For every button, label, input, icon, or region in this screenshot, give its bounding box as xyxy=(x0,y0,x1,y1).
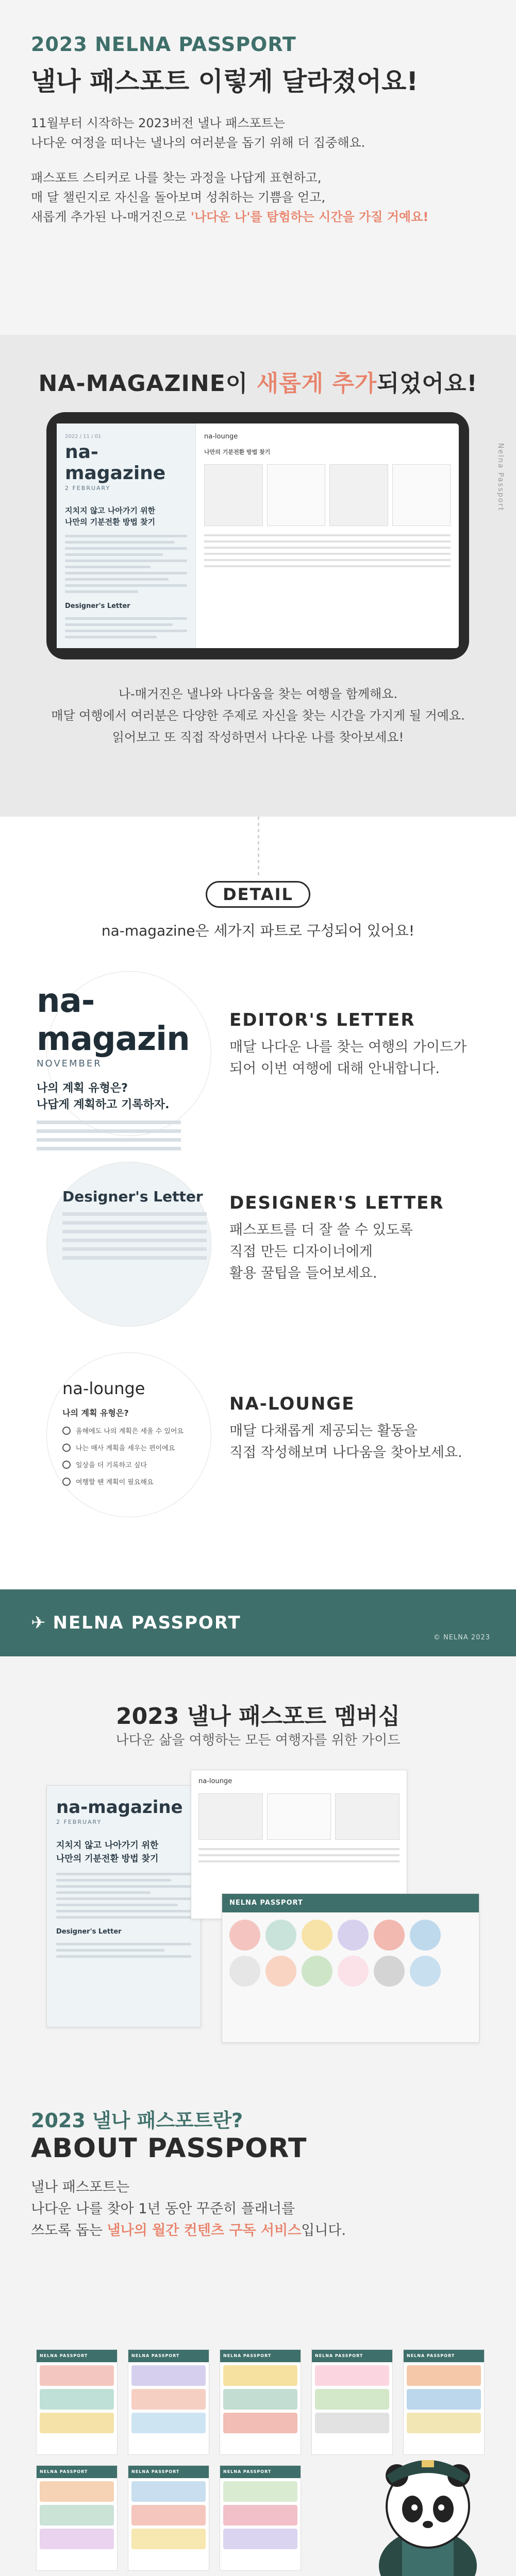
designer-letter-heading: Designer's Letter xyxy=(65,602,130,610)
desc-line: 매달 여행에서 여러분은 다양한 주제로 자신을 찾는 시간을 가지게 될 거예요. xyxy=(51,708,465,723)
sticker-icon xyxy=(338,1956,369,1987)
shot-block xyxy=(223,2389,297,2410)
shot-block xyxy=(40,2413,114,2433)
shot-header: NELNA PASSPORT xyxy=(220,2466,301,2478)
designer-letter-title: DESIGNER'S LETTER xyxy=(229,1193,444,1213)
shot-block xyxy=(315,2389,389,2410)
tablet-screen xyxy=(57,423,459,648)
sticker-icon xyxy=(229,1956,260,1987)
card-lounge-logo: na-lounge xyxy=(198,1777,232,1785)
about-line xyxy=(31,2220,346,2242)
desc-line: 매달 나다운 나를 찾는 여행의 가이드가 xyxy=(229,1039,467,1055)
lounge-logo: na-lounge xyxy=(204,433,238,440)
passport-screenshot xyxy=(220,2349,301,2455)
intro-paragraph-1 xyxy=(31,113,485,152)
shot-header: NELNA PASSPORT xyxy=(37,2350,117,2362)
lounge-subtitle: 나만의 기분전환 방법 찾기 xyxy=(204,449,271,455)
card-designer-lines xyxy=(56,1943,191,1958)
editor-circle-headline xyxy=(37,1080,202,1113)
passport-screenshot xyxy=(36,2465,118,2571)
shot-block xyxy=(407,2413,481,2433)
shot-block xyxy=(131,2365,206,2386)
editor-letter-circle xyxy=(37,971,211,1136)
sticker-icon xyxy=(229,1920,260,1951)
designer-letter-desc xyxy=(229,1219,487,1284)
shot-block xyxy=(40,2389,114,2410)
sticker-icon xyxy=(410,1920,441,1951)
detail-subtitle: na-magazine은 세가지 파트로 구성되어 있어요! xyxy=(101,922,415,939)
shot-block xyxy=(223,2413,297,2433)
desc-line: 나-매거진은 낼나와 나다움을 찾는 여행을 함께해요. xyxy=(118,687,398,701)
lounge-check-item xyxy=(62,1477,227,1486)
intro-line-pre: 새롭게 추가된 나-매거진으로 xyxy=(31,210,191,224)
side-vertical-text: Nelna Passport xyxy=(496,443,505,512)
intro-line: 11월부터 시작하는 2023버전 낼나 패스포트는 xyxy=(31,116,286,130)
intro-line xyxy=(31,207,485,227)
magazine-month: 2 FEBRUARY xyxy=(65,485,111,492)
magazine-date: 2022 / 11 / 01 xyxy=(65,434,102,439)
passport-brand: NELNA PASSPORT xyxy=(53,1613,241,1633)
passport-collage xyxy=(46,1770,479,2048)
passport-subtitle: 나다운 삶을 여행하는 모든 여행자를 위한 가이드 xyxy=(115,1733,401,1748)
sticker-card-bar: NELNA PASSPORT xyxy=(222,1894,479,1912)
shot-block xyxy=(131,2505,206,2526)
shot-block xyxy=(223,2481,297,2502)
about-line: 낼나 패스포트는 xyxy=(31,2179,130,2195)
radio-circle-icon xyxy=(62,1478,71,1486)
passport-screenshot xyxy=(220,2465,301,2571)
shot-header: NELNA PASSPORT xyxy=(128,2466,209,2478)
lounge-check-item xyxy=(62,1460,227,1469)
check-label: 일상을 더 기록하고 싶다 xyxy=(76,1462,147,1469)
headline-line: 지치지 않고 나아가기 위한 xyxy=(65,506,156,515)
desc-line: 매달 다채롭게 제공되는 활동을 xyxy=(229,1423,418,1439)
lounge-circle-logo: na-lounge xyxy=(62,1379,145,1398)
shot-header: NELNA PASSPORT xyxy=(312,2350,392,2362)
intro-kicker: 2023 NELNA PASSPORT xyxy=(31,33,296,56)
card-lounge-lines xyxy=(198,1848,400,1862)
shot-block xyxy=(407,2365,481,2386)
designer-circle-content xyxy=(62,1188,227,1265)
passport-section xyxy=(0,1589,516,2576)
shot-block xyxy=(131,2481,206,2502)
desc-line: 직접 만든 디자이너에게 xyxy=(229,1244,373,1260)
about-title: ABOUT PASSPORT xyxy=(31,2133,307,2164)
shot-block xyxy=(40,2481,114,2502)
about-paragraph xyxy=(31,2177,346,2242)
lounge-title: NA-LOUNGE xyxy=(229,1394,355,1414)
magazine-title-pre: NA-MAGAZINE이 xyxy=(38,370,257,397)
desc-line: 패스포트를 더 잘 쓸 수 있도록 xyxy=(229,1222,413,1238)
desc-line: 직접 작성해보며 나다움을 찾아보세요. xyxy=(229,1445,462,1461)
shot-header: NELNA PASSPORT xyxy=(37,2466,117,2478)
passport-title: 2023 낼나 패스포트 멤버십 xyxy=(116,1703,400,1730)
airplane-icon: ✈ xyxy=(31,1613,46,1633)
passport-tag: © NELNA 2023 xyxy=(433,1634,490,1641)
dotted-divider xyxy=(258,817,259,878)
lounge-desc xyxy=(229,1420,487,1464)
editor-letter-desc xyxy=(229,1037,487,1080)
editor-circle-content xyxy=(37,982,202,1156)
card-designer-heading: Designer's Letter xyxy=(56,1928,122,1936)
about-kicker: 2023 낼나 패스포트란? xyxy=(31,2109,243,2132)
shot-block xyxy=(40,2505,114,2526)
sticker-icon xyxy=(302,1956,332,1987)
passport-screenshot xyxy=(128,2349,209,2455)
intro-line: 매 달 챌린지로 자신을 돌아보며 성취하는 기쁨을 얻고, xyxy=(31,190,326,205)
magazine-headline xyxy=(65,505,187,528)
designer-circle-heading: Designer's Letter xyxy=(62,1188,203,1205)
editor-circle-lines xyxy=(37,1121,202,1150)
shot-block xyxy=(131,2389,206,2410)
lounge-grid xyxy=(204,464,451,526)
check-label: 여행할 땐 계획이 필요해요 xyxy=(76,1479,154,1486)
magazine-page xyxy=(57,423,196,648)
sticker-icon xyxy=(410,1956,441,1987)
passport-screenshot xyxy=(128,2465,209,2571)
shot-block xyxy=(40,2529,114,2549)
headline-line: 나만의 기분전환 방법 찾기 xyxy=(65,517,156,527)
shot-block xyxy=(131,2413,206,2433)
shot-block xyxy=(223,2529,297,2549)
lounge-circle-content xyxy=(62,1379,227,1486)
shot-block xyxy=(223,2505,297,2526)
shot-header: NELNA PASSPORT xyxy=(404,2350,484,2362)
card-lounge-grid xyxy=(198,1793,400,1840)
check-label: 나는 매사 계획을 세우는 편이에요 xyxy=(76,1445,175,1452)
designer-letter-circle xyxy=(46,1162,211,1327)
card-magazine-logo: na-magazine xyxy=(56,1797,183,1818)
shot-block xyxy=(315,2365,389,2386)
designer-circle-lines xyxy=(62,1212,227,1260)
intro-section xyxy=(0,0,516,335)
lounge-check-item xyxy=(62,1426,227,1435)
radio-circle-icon xyxy=(62,1427,71,1435)
editor-circle-logo: na-magazin xyxy=(37,982,190,1058)
sticker-icon xyxy=(374,1956,405,1987)
intro-line: 나다운 여정을 떠나는 낼나의 여러분을 돕기 위해 더 집중해요. xyxy=(31,135,365,150)
magazine-title xyxy=(0,365,516,398)
detail-badge-wrap xyxy=(0,881,516,908)
article-text-placeholder xyxy=(65,535,187,593)
magazine-card xyxy=(46,1785,201,2027)
about-line-pre: 쓰도록 돕는 xyxy=(31,2223,107,2239)
sticker-card xyxy=(222,1893,479,2043)
lounge-circle xyxy=(46,1352,211,1517)
tablet-mockup xyxy=(46,412,469,659)
shot-block xyxy=(407,2389,481,2410)
shot-block xyxy=(40,2365,114,2386)
shot-header: NELNA PASSPORT xyxy=(128,2350,209,2362)
lounge-lines xyxy=(204,534,451,567)
detail-section xyxy=(0,817,516,1589)
intro-highlight: '나다운 나'를 탐험하는 시간을 가질 거예요! xyxy=(190,210,429,224)
about-line: 나다운 나를 찾아 1년 동안 꾸준히 플래너를 xyxy=(31,2201,295,2217)
desc-line: 읽어보고 또 직접 작성하면서 나다운 나를 찾아보세요! xyxy=(112,730,404,744)
headline-line: 나만의 기분전환 방법 찾기 xyxy=(56,1854,159,1864)
magazine-title-highlight: 새롭게 추가 xyxy=(256,370,377,397)
sticker-icon xyxy=(265,1956,296,1987)
intro-paragraph-2 xyxy=(31,168,485,227)
radio-circle-icon xyxy=(62,1461,71,1469)
shot-header: NELNA PASSPORT xyxy=(220,2350,301,2362)
magazine-logo: na-magazine xyxy=(65,442,166,484)
designer-letter-feature xyxy=(229,1193,487,1284)
magazine-title-post: 되었어요! xyxy=(377,370,478,397)
editor-circle-month: NOVEMBER xyxy=(37,1058,102,1069)
magazine-description xyxy=(0,683,516,748)
circle-head-line: 나답게 계획하고 기록하자. xyxy=(37,1098,170,1111)
panda-pilot-icon xyxy=(361,2439,495,2576)
check-label: 올해에도 나의 계획은 세울 수 있어요 xyxy=(76,1428,184,1435)
lounge-circle-subtitle: 나의 계획 유형은? xyxy=(62,1408,129,1418)
desc-line: 활용 꿀팁을 들어보세요. xyxy=(229,1265,377,1281)
shot-block xyxy=(223,2365,297,2386)
sticker-icon xyxy=(338,1920,369,1951)
card-text-placeholder xyxy=(56,1873,191,1919)
headline-line: 지치지 않고 나아가기 위한 xyxy=(56,1840,159,1851)
shot-block xyxy=(315,2413,389,2433)
passport-screenshot xyxy=(36,2349,118,2455)
editor-letter-feature xyxy=(229,1010,487,1080)
editor-letter-title: EDITOR'S LETTER xyxy=(229,1010,415,1030)
designer-text-placeholder xyxy=(65,617,187,638)
circle-head-line: 나의 계획 유형은? xyxy=(37,1082,128,1095)
magazine-section xyxy=(0,335,516,817)
sticker-icon xyxy=(374,1920,405,1951)
sticker-row xyxy=(222,1912,479,1994)
shot-block xyxy=(131,2529,206,2549)
lounge-page xyxy=(196,423,459,648)
detail-badge: DETAIL xyxy=(206,881,310,908)
lounge-check-item xyxy=(62,1443,227,1452)
sticker-icon xyxy=(265,1920,296,1951)
desc-line: 되어 이번 여행에 대해 안내합니다. xyxy=(229,1061,440,1077)
intro-line: 패스포트 스티커로 나를 찾는 과정을 나답게 표현하고, xyxy=(31,171,322,185)
card-magazine-month: 2 FEBRUARY xyxy=(56,1819,102,1825)
passport-header-bar xyxy=(0,1589,516,1656)
lounge-feature xyxy=(229,1394,487,1464)
sticker-icon xyxy=(302,1920,332,1951)
about-line-post: 입니다. xyxy=(301,2223,346,2239)
card-magazine-headline xyxy=(56,1839,191,1866)
radio-circle-icon xyxy=(62,1444,71,1452)
intro-title: 낼나 패스포트 이렇게 달라졌어요! xyxy=(31,66,419,96)
about-highlight: 낼나의 월간 컨텐츠 구독 서비스 xyxy=(107,2223,302,2239)
